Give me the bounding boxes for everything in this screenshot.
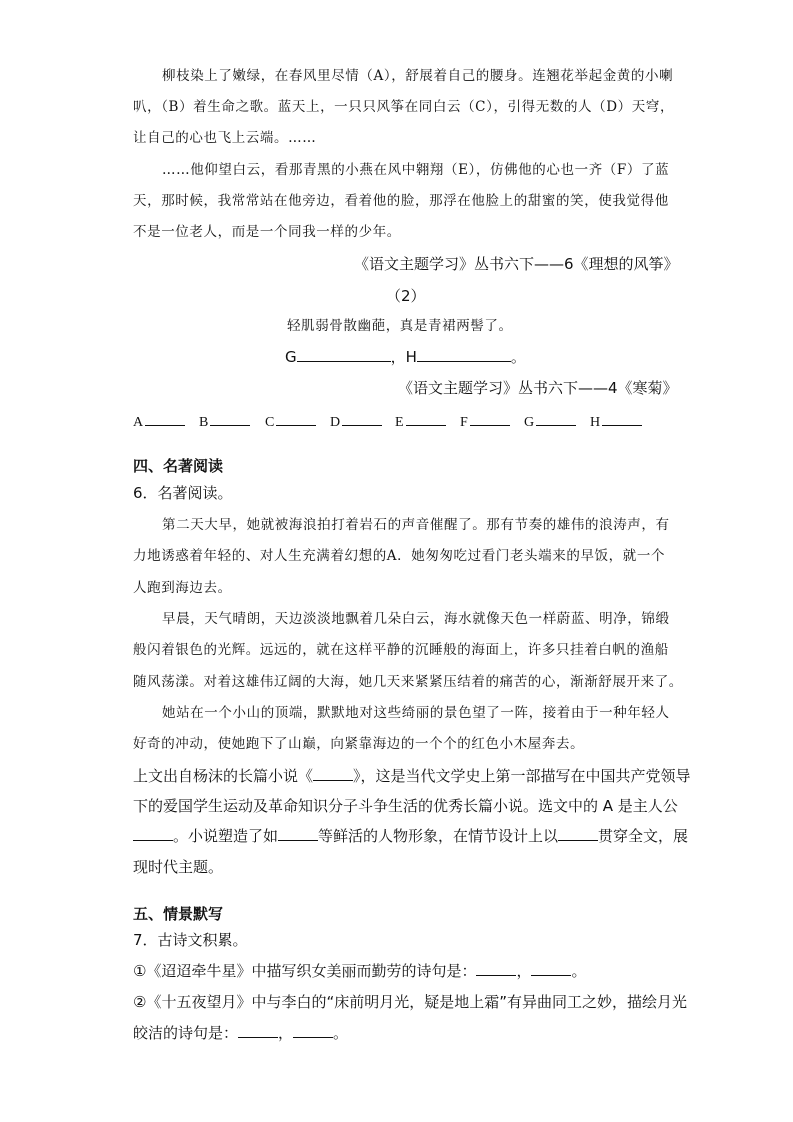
answer-f-blank[interactable] bbox=[470, 411, 510, 426]
plot-blank[interactable] bbox=[558, 826, 598, 841]
section4-line-5: 般闪着银色的光辉。远远的，就在这样平静的沉睡般的海面上，许多只挂着白帆的渔船 bbox=[133, 642, 669, 658]
answer-g: G bbox=[524, 411, 576, 431]
answer-a-blank[interactable] bbox=[145, 411, 185, 426]
answer-b-blank[interactable] bbox=[210, 411, 250, 426]
section4-line-2: 力地诱惑着年轻的、对人生充满着幻想的A．她匆匆吃过看门老头端来的早饭，就一个 bbox=[133, 548, 666, 564]
passage2-source: 《语文主题学习》丛书六下——4《寒菊》 bbox=[398, 379, 678, 397]
section4-line-4: 早晨，天气晴朗，天边淡淡地飘着几朵白云，海水就像天色一样蔚蓝、明净，锦缎 bbox=[162, 611, 670, 627]
section4-q-line-2: 下的爱国学生运动及革命知识分子斗争生活的优秀长篇小说。选文中的 A 是主人公 bbox=[133, 797, 678, 815]
h-label: H bbox=[405, 348, 417, 366]
section4-q-line-1: 上文出自杨沫的长篇小说《 》，这是当代文学史上第一部描写在中国共产党领导 bbox=[133, 767, 691, 785]
gh-end: 。 bbox=[510, 348, 526, 366]
section4-line-3: 人跑到海边去。 bbox=[133, 580, 232, 596]
passage1-line-2: 叭，（B）着生命之歌。蓝天上，一只只风筝在同白云（C），引得无数的人（D）天穹， bbox=[133, 99, 675, 115]
passage1-line-5: 天，那时候，我常常站在他旁边，看着他的脸，那浮在他脸上的甜蜜的笑，使我觉得他 bbox=[133, 193, 669, 209]
h-blank[interactable] bbox=[417, 347, 511, 362]
section5-heading: 五、情景默写 bbox=[133, 905, 224, 923]
section4-question: 6．名著阅读。 bbox=[133, 484, 233, 502]
protagonist-blank[interactable] bbox=[133, 826, 173, 841]
gh-separator: ， bbox=[390, 348, 406, 366]
section5-item-2-line-1: ②《十五夜望月》中与李白的“床前明月光，疑是地上霜”有异曲同工之妙，描绘月光 bbox=[133, 993, 687, 1011]
answer-g-blank[interactable] bbox=[536, 411, 576, 426]
passage2-line: 轻肌弱骨散幽葩，真是青裙两髻了。 bbox=[287, 318, 513, 334]
answer-h: H bbox=[590, 411, 642, 431]
passage2-number: （2） bbox=[386, 287, 426, 305]
answer-a: A bbox=[133, 411, 185, 431]
answer-f: F bbox=[460, 411, 510, 431]
section4-line-1: 第二天大早，她就被海浪拍打着岩石的声音催醒了。那有节奏的雄伟的浪涛声，有 bbox=[162, 517, 670, 533]
item2-blank-1[interactable] bbox=[238, 1023, 278, 1038]
item1-blank-1[interactable] bbox=[476, 961, 516, 976]
answer-d: D bbox=[330, 411, 382, 431]
section5-question: 7．古诗文积累。 bbox=[133, 931, 248, 949]
novel-title-blank[interactable] bbox=[313, 766, 353, 781]
answer-c-blank[interactable] bbox=[276, 411, 316, 426]
section4-heading: 四、名著阅读 bbox=[133, 457, 224, 475]
section5-item-2-line-2: 皎洁的诗句是： ， 。 bbox=[133, 1024, 349, 1042]
item1-blank-2[interactable] bbox=[531, 961, 571, 976]
passage1-line-6: 不是一位老人，而是一个同我一样的少年。 bbox=[133, 224, 401, 240]
section4-line-7: 她站在一个小山的顶端，默默地对这些绮丽的景色望了一阵，接着由于一种年轻人 bbox=[162, 705, 670, 721]
characters-blank[interactable] bbox=[278, 826, 318, 841]
answer-d-blank[interactable] bbox=[342, 411, 382, 426]
passage1-line-3: 让自己的心也飞上云端。…… bbox=[133, 130, 317, 146]
answer-b: B bbox=[199, 411, 250, 431]
item2-blank-2[interactable] bbox=[293, 1023, 333, 1038]
passage1-line-4: ……他仰望白云，看那青黑的小燕在风中翱翔（E），仿佛他的心也一齐（F）了蓝 bbox=[162, 162, 670, 178]
answer-e-blank[interactable] bbox=[406, 411, 446, 426]
section4-line-8: 好奇的冲动，使她跑下了山巅，向紧靠海边的一个个的红色小木屋奔去。 bbox=[133, 736, 585, 752]
g-label: G bbox=[285, 348, 297, 366]
section4-q-line-3: 。小说塑造了如 等鲜活的人物形象，在情节设计上以 贯穿全文，展 bbox=[133, 826, 688, 846]
answer-h-blank[interactable] bbox=[602, 411, 642, 426]
section4-q-line-4: 现时代主题。 bbox=[133, 858, 224, 876]
passage1-line-1: 柳枝染上了嫩绿，在春风里尽情（A），舒展着自己的腰身。连翘花举起金黄的小喇 bbox=[162, 68, 674, 84]
g-blank[interactable] bbox=[297, 347, 391, 362]
section5-item-1: ①《迢迢牵牛星》中描写织女美丽而勤劳的诗句是： ， 。 bbox=[133, 962, 587, 980]
passage1-source: 《语文主题学习》丛书六下——6《理想的风筝》 bbox=[354, 255, 679, 273]
answer-c: C bbox=[265, 411, 316, 431]
passage2-gh-blanks bbox=[285, 347, 526, 367]
answer-e: E bbox=[395, 411, 446, 431]
section4-line-6: 随风荡漾。对着这雄伟辽阔的大海，她几天来紧紧压结着的痛苦的心，渐渐舒展开来了。 bbox=[133, 674, 683, 690]
